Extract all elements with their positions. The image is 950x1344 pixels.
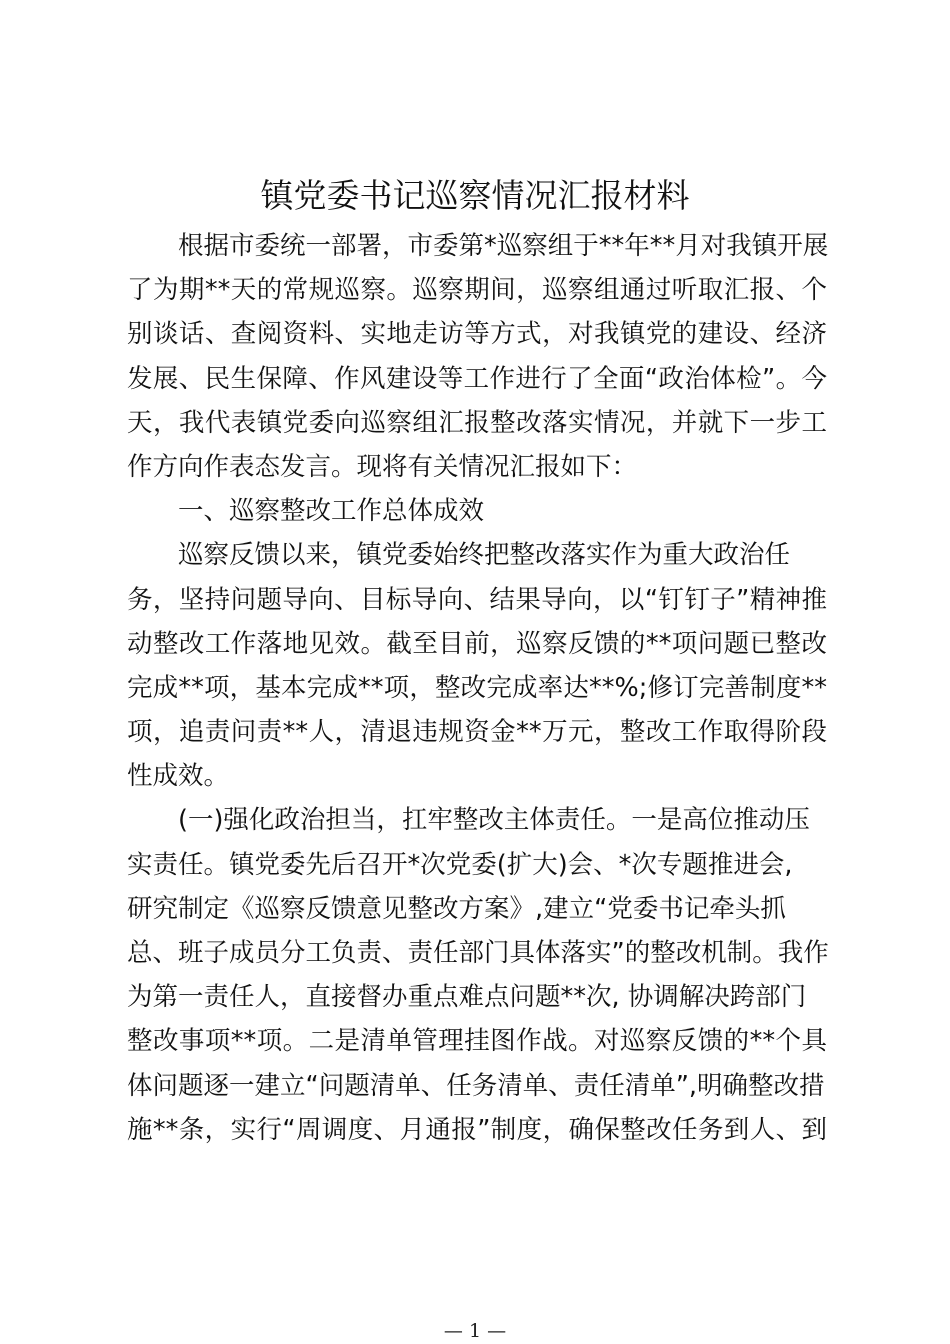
text-line: 了为期**天的常规巡察。巡察期间，巡察组通过听取汇报、个 bbox=[127, 275, 827, 306]
text-line: 完成**项，基本完成**项，整改完成率达**%;修订完善制度** bbox=[127, 672, 827, 703]
text-line: 施**条，实行“周调度、月通报”制度，确保整改任务到人、到 bbox=[127, 1114, 827, 1145]
text-line: 体问题逐一建立“问题清单、任务清单、责任清单”,明确整改措 bbox=[127, 1070, 825, 1101]
text-line: 作方向作表态发言。现将有关情况汇报如下： bbox=[127, 451, 638, 482]
text-line: 动整改工作落地见效。截至目前，巡察反馈的**项问题已整改 bbox=[127, 628, 827, 659]
text-line: 性成效。 bbox=[127, 761, 230, 792]
text-line: 根据市委统一部署，市委第*巡察组于**年**月对我镇开展 bbox=[178, 231, 829, 261]
text-line: 发展、民生保障、作风建设等工作进行了全面“政治体检”。今 bbox=[127, 363, 827, 394]
text-line: 天，我代表镇党委向巡察组汇报整改落实情况，并就下一步工 bbox=[127, 407, 827, 438]
text-line: 项，追责问责**人，清退违规资金**万元，整改工作取得阶段 bbox=[127, 717, 827, 748]
text-line: 务，坚持问题导向、目标导向、结果导向，以“钉钉子”精神推 bbox=[127, 584, 827, 615]
page-number: — 1 — bbox=[443, 1320, 507, 1342]
text-line: 巡察反馈以来，镇党委始终把整改落实作为重大政治任 bbox=[178, 540, 791, 571]
document-title: 镇党委书记巡察情况汇报材料 bbox=[260, 176, 690, 215]
text-line: 整改事项**项。二是清单管理挂图作战。对巡察反馈的**个具 bbox=[127, 1026, 827, 1057]
text-line: 为第一责任人，直接督办重点难点问题**次, 协调解决跨部门 bbox=[127, 982, 807, 1013]
text-line: 实责任。镇党委先后召开*次党委(扩大)会、*次专题推进会, bbox=[127, 849, 793, 880]
section-heading: 一、巡察整改工作总体成效 bbox=[178, 496, 485, 527]
text-line: 研究制定《巡察反馈意见整改方案》,建立“党委书记牵头抓 bbox=[127, 893, 786, 924]
text-line: 别谈话、查阅资料、实地走访等方式，对我镇党的建设、经济 bbox=[127, 319, 827, 350]
text-line: (一)强化政治担当，扛牢整改主体责任。一是高位推动压 bbox=[178, 805, 810, 836]
text-line: 总、班子成员分工负责、责任部门具体落实”的整改机制。我作 bbox=[127, 938, 829, 968]
document-body bbox=[127, 224, 827, 1152]
